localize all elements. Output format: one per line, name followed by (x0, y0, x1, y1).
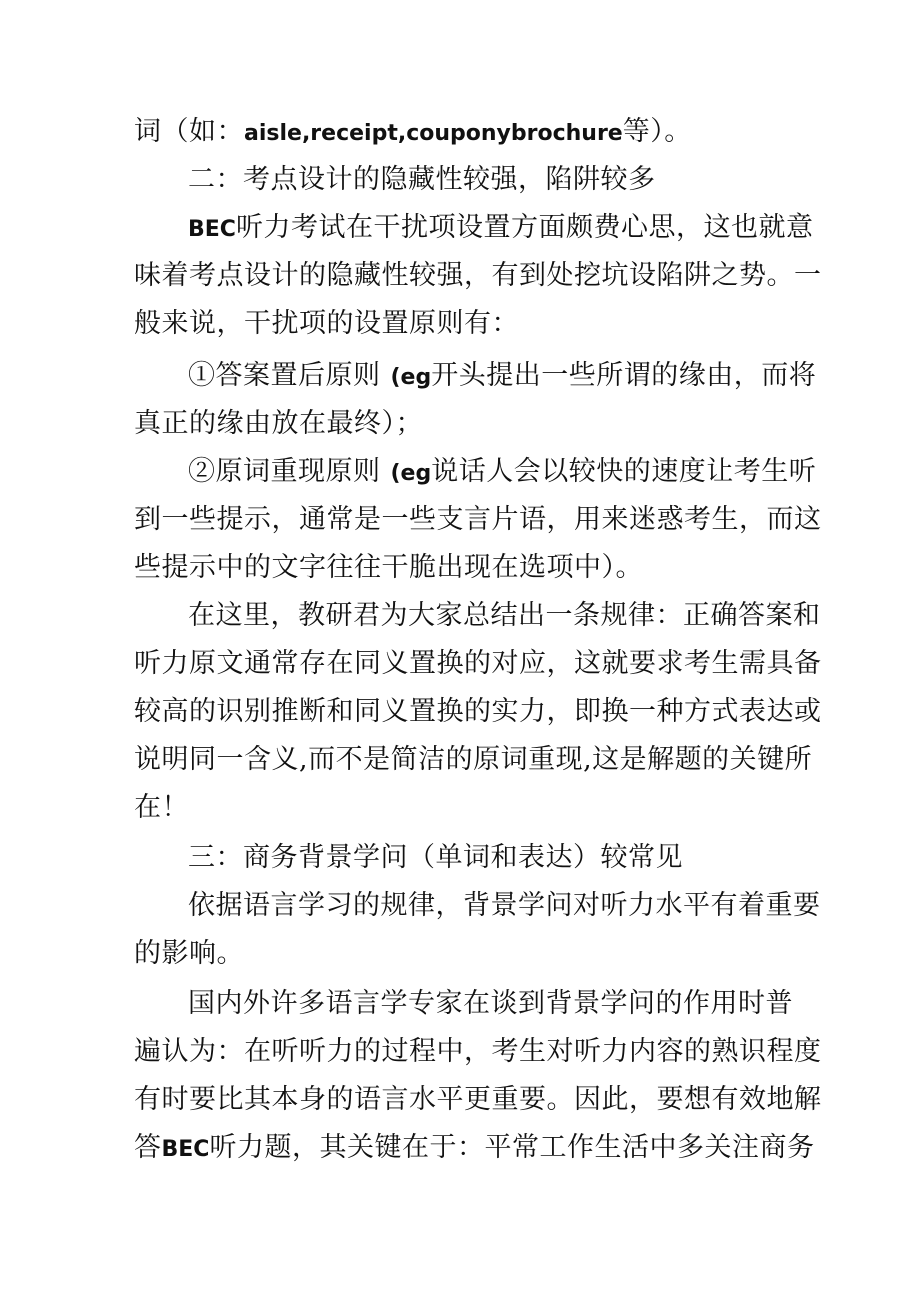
text-segment: 听力原文通常存在同义置换的对应，这就要求考生需具备 (134, 648, 822, 679)
text-segment: 般来说，干扰项的设置原则有： (134, 308, 519, 339)
text-segment-latin: BEC (188, 217, 236, 242)
text-segment: 依据语言学习的规律，背景学问对听力水平有着重要 (188, 890, 821, 921)
text-line (188, 359, 816, 395)
text-segment: 听力考试在干扰项设置方面颇费心思，这也就意 (235, 212, 814, 243)
text-segment: 的影响。 (134, 938, 244, 969)
text-line (188, 987, 793, 1021)
text-line (134, 1035, 822, 1069)
text-line (134, 551, 643, 585)
text-line (134, 743, 812, 777)
text-segment: 等）。 (622, 116, 692, 147)
text-segment: 说话人会以较快的速度让考生听 (431, 456, 817, 487)
text-segment: 答 (134, 1132, 162, 1163)
text-segment: 较高的识别推断和同义置换的实力，即换一种方式表达或 (134, 696, 822, 727)
text-segment-latin: aisle,receipt,couponybrochure (244, 121, 623, 146)
text-line (134, 503, 822, 537)
text-line (134, 695, 822, 729)
text-segment-latin: (eg (390, 461, 432, 486)
text-line (134, 259, 822, 293)
text-line (134, 407, 423, 441)
text-segment: 遍认为：在听听力的过程中，考生对听力内容的熟识程度 (134, 1036, 822, 1067)
text-line (134, 1083, 822, 1117)
text-segment: 词（如： (134, 116, 244, 147)
text-segment: 在这里，教研君为大家总结出一条规律：正确答案和 (188, 600, 821, 631)
text-line (188, 889, 821, 923)
text-segment: 三：商务背景学问（单词和表达）较常见 (188, 842, 683, 873)
text-segment: 在！ (134, 792, 189, 823)
text-segment-latin: (eg (390, 365, 432, 390)
text-segment: ①答案置后原则 (188, 360, 381, 391)
text-line (188, 211, 813, 247)
section-heading (188, 841, 683, 875)
text-segment: 真正的缘由放在最终）； (134, 408, 423, 439)
text-segment: 开头提出一些所谓的缘由，而将 (431, 360, 817, 391)
text-line (134, 1131, 814, 1167)
text-line (188, 599, 821, 633)
text-segment: 到一些提示，通常是一些支言片语，用来迷惑考生，而这 (134, 504, 822, 535)
section-heading (188, 163, 656, 197)
text-segment: 国内外许多语言学专家在谈到背景学问的作用时普 (188, 988, 793, 1019)
text-segment: 味着考点设计的隐藏性较强，有到处挖坑设陷阱之势。一 (134, 260, 822, 291)
text-segment: ②原词重现原则 (188, 456, 381, 487)
text-line (134, 307, 519, 341)
text-segment: 听力题，其关键在于：平常工作生活中多关注商务 (209, 1132, 815, 1163)
text-segment: 二：考点设计的隐藏性较强，陷阱较多 (188, 164, 656, 195)
text-line (134, 647, 822, 681)
text-line (134, 115, 692, 151)
text-line (134, 937, 244, 971)
text-line (134, 791, 189, 825)
text-segment: 说明同一含义,而不是简洁的原词重现,这是解题的关键所 (134, 744, 813, 775)
text-segment: 些提示中的文字往往干脆出现在选项中）。 (134, 552, 643, 583)
text-line (188, 455, 816, 491)
text-segment-latin: BEC (161, 1137, 210, 1162)
text-segment: 有时要比其本身的语言水平更重要。因此，要想有效地解 (134, 1084, 822, 1115)
